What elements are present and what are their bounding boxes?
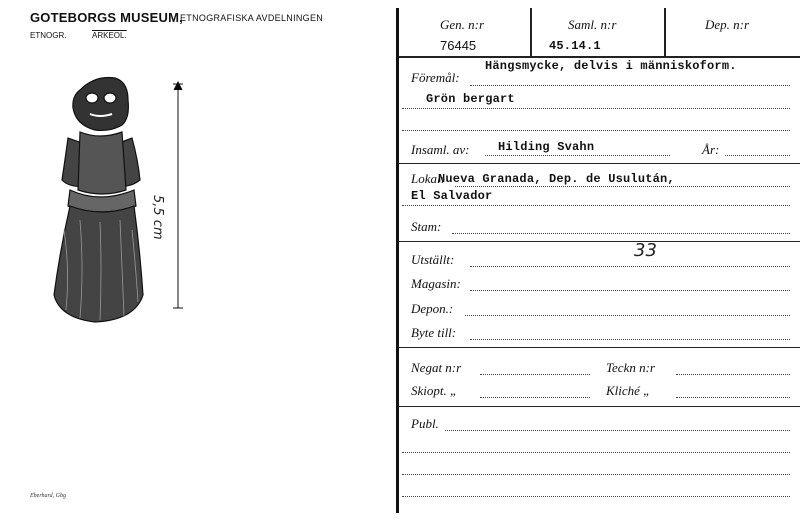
- insaml-value: Hilding Svahn: [498, 140, 595, 154]
- utstallt-line: [470, 266, 790, 267]
- ar-label: År:: [702, 142, 720, 157]
- department-name: ETNOGRAFISKA AVDELNINGEN: [180, 13, 324, 23]
- lokal-line-2: [402, 205, 790, 206]
- artifact-sketch: [40, 70, 200, 340]
- magasin-label: Magasin:: [411, 276, 461, 291]
- magasin-line: [470, 290, 790, 291]
- lokal-value-1: Nueva Granada, Dep. de Usulután,: [438, 172, 675, 186]
- header-arkeol: ARKEOL.: [92, 31, 127, 40]
- lokal-label: Lokal:: [411, 171, 445, 186]
- rule: [399, 241, 800, 242]
- utstallt-label: Utställt:: [411, 252, 455, 267]
- skiopt-line: [480, 397, 590, 398]
- foremal-line-3: [402, 130, 790, 131]
- depon-line: [465, 315, 790, 316]
- dep-nr-label: Dep. n:r: [705, 17, 750, 32]
- measurement-label: 5,5 cm: [150, 195, 165, 240]
- negat-line: [480, 374, 590, 375]
- publ-line-3: [402, 474, 790, 475]
- byte-label: Byte till:: [411, 325, 457, 340]
- gen-nr-value: 76445: [440, 38, 477, 53]
- header-etnogr: ETNOGR.: [30, 31, 67, 40]
- header-rule: [399, 56, 800, 58]
- column-separator: [664, 8, 666, 56]
- card-divider: [396, 8, 399, 513]
- foremal-label: Föremål:: [411, 70, 460, 85]
- stam-line: [452, 233, 790, 234]
- ar-line: [725, 155, 790, 156]
- teckn-label: Teckn n:r: [606, 360, 655, 375]
- publ-line: [445, 430, 790, 431]
- foremal-line: [470, 85, 790, 86]
- foremal-value: Grön bergart: [426, 92, 515, 106]
- skiopt-label: Skiopt. „: [411, 383, 458, 398]
- kliche-label: Kliché „: [606, 383, 651, 398]
- insaml-label: Insaml. av:: [411, 142, 470, 157]
- depon-label: Depon.:: [411, 301, 454, 316]
- printer-note: Eberhard, Gbg: [30, 493, 66, 499]
- saml-nr-label: Saml. n:r: [568, 17, 617, 32]
- byte-line: [470, 339, 790, 340]
- rule: [399, 163, 800, 164]
- kliche-line: [676, 397, 790, 398]
- utstallt-value: 33: [634, 240, 657, 261]
- foremal-line-2: [402, 108, 790, 109]
- rule: [399, 347, 800, 348]
- object-title: Hängsmycke, delvis i människoform.: [485, 59, 737, 73]
- saml-nr-value: 45.14.1: [549, 39, 601, 53]
- lokal-line: [455, 186, 790, 187]
- column-separator: [530, 8, 532, 56]
- insaml-line: [485, 155, 670, 156]
- lokal-value-2: El Salvador: [411, 189, 493, 203]
- publ-line-2: [402, 452, 790, 453]
- publ-label: Publ.: [411, 416, 439, 431]
- museum-name: GOTEBORGS MUSEUM,: [30, 10, 183, 25]
- teckn-line: [676, 374, 790, 375]
- stam-label: Stam:: [411, 219, 442, 234]
- publ-line-4: [402, 496, 790, 497]
- rule: [399, 406, 800, 407]
- gen-nr-label: Gen. n:r: [440, 17, 485, 32]
- negat-label: Negat n:r: [411, 360, 462, 375]
